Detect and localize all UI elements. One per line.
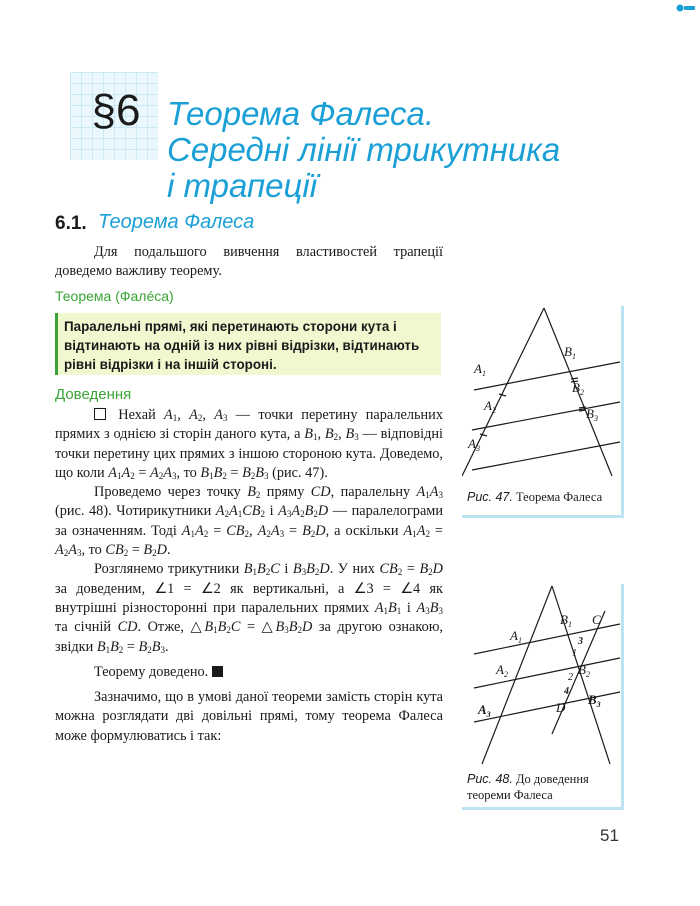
proof-body [55, 406, 443, 746]
figure-47-drawing [462, 306, 622, 486]
fig48-label-a3: $A_3$ [478, 702, 491, 719]
fig48-angle-4: 4 [564, 686, 569, 697]
chapter-title-line-3: і трапеції [167, 167, 317, 204]
theorem-statement: Паралельні прямі, які перетинають сторони кута і відтинають на одній із них рівні відрізки, відтинають рівні відрізки і на іншій стороні. [64, 319, 420, 372]
fig47-label-a3: $A_3$ [468, 436, 480, 453]
fig48-label-b3: $B_3$ [588, 692, 601, 709]
theorem-box [55, 313, 441, 375]
fig47-label-a1: $A_1$ [474, 361, 486, 378]
proof-paragraph-3: Розглянемо трикутники $B_1B_2C$ і $B_3B_2D$. У них $CB_2 = B_2D$ за доведеним, ∠1 = ∠2 як вертикальні, а ∠3 = ∠4 як внутрішні різносторонні при паралельних прямих $A_1B_1$ і $A_3B_3$ та січній CD. Отже, $\triangle B_1B_2C$ = $\triangle B_3B_2D$ за другою ознакою, звідки $B_1B_2 = B_2B_3$. [55, 561, 443, 655]
fig48-angle-2: 2 [568, 672, 573, 683]
proof-start-square-icon [94, 408, 106, 420]
fig48-label-a1: $A_1$ [510, 628, 522, 645]
page-number: 51 [600, 826, 619, 845]
fig47-label-a2: $A_2$ [484, 398, 496, 415]
figure-48-drawing [462, 584, 622, 769]
section-number: 6.1. [55, 213, 87, 234]
fig48-label-c: C [592, 612, 601, 627]
paragraph-number: §6 [91, 86, 141, 135]
proof-paragraph-2: Проведемо через точку $B_2$ пряму CD, паралельну $A_1A_3$ (рис. 48). Чотирикутники $A_2A_1CB_2$ і $A_3A_2B_2D$ — паралелограми за означенням. Тоді $A_1A_2 = CB_2$, $A_2A_3 = B_2D$, а оскільки $A_1A_2 = A_2A_3$, то $CB_2 = B_2D$. [55, 484, 444, 559]
fig48-angle-3: 3 [578, 636, 583, 647]
publisher-logo-icon [676, 3, 696, 13]
fig48-label-b1: $B_1$ [560, 612, 572, 629]
fig48-label-b2: $B_2$ [578, 662, 590, 679]
intro-text: Для подальшого вивчення властивостей трапеції доведемо важливу теорему. [55, 244, 443, 280]
chapter-title-line-1: Теорема Фалеса. [167, 95, 435, 132]
fig48-angle-1: 1 [572, 648, 577, 659]
proof-end: Теорему доведено. [55, 663, 443, 682]
remark-paragraph: Зазначимо, що в умові даної теореми замість сторін кута можна розглядати дві довільні прямі, тому теорема Фалеса може формулюватись і так: [55, 689, 443, 744]
fig47-label-b1: $B_1$ [564, 344, 576, 361]
fig47-label-b3: $B_3$ [586, 406, 598, 423]
figure-47-caption: Рис. 47. Теорема Фалеса [467, 490, 603, 504]
intro-paragraph [55, 243, 443, 282]
chapter-title-line-2: Середні лінії трикутника [167, 131, 561, 168]
chapter-title [167, 96, 587, 204]
proof-label: Доведення [55, 386, 132, 403]
section-title: Теорема Фалеса [98, 211, 255, 233]
fig48-label-a2: $A_2$ [496, 662, 508, 679]
proof-paragraph-1: Нехай $A_1$, $A_2$, $A_3$ — точки перетину паралельних прямих з однією зі сторін даного кута, а $B_1$, $B_2$, $B_3$ — відповідні точки перетину цих прямих з іншою стороною кута. Доведемо, що коли $A_1A_2 = A_2A_3$, то $B_1B_2 = B_2B_3$ (рис. 47). [55, 407, 443, 481]
figure-48-caption: Рис. 48. До доведення теореми Фалеса [467, 772, 589, 802]
proof-end-square-icon [212, 666, 223, 677]
fig48-label-d: D [556, 700, 566, 715]
fig47-label-b2: $B_2$ [572, 380, 584, 397]
theorem-label: Теорема (Фалéса) [55, 288, 174, 304]
